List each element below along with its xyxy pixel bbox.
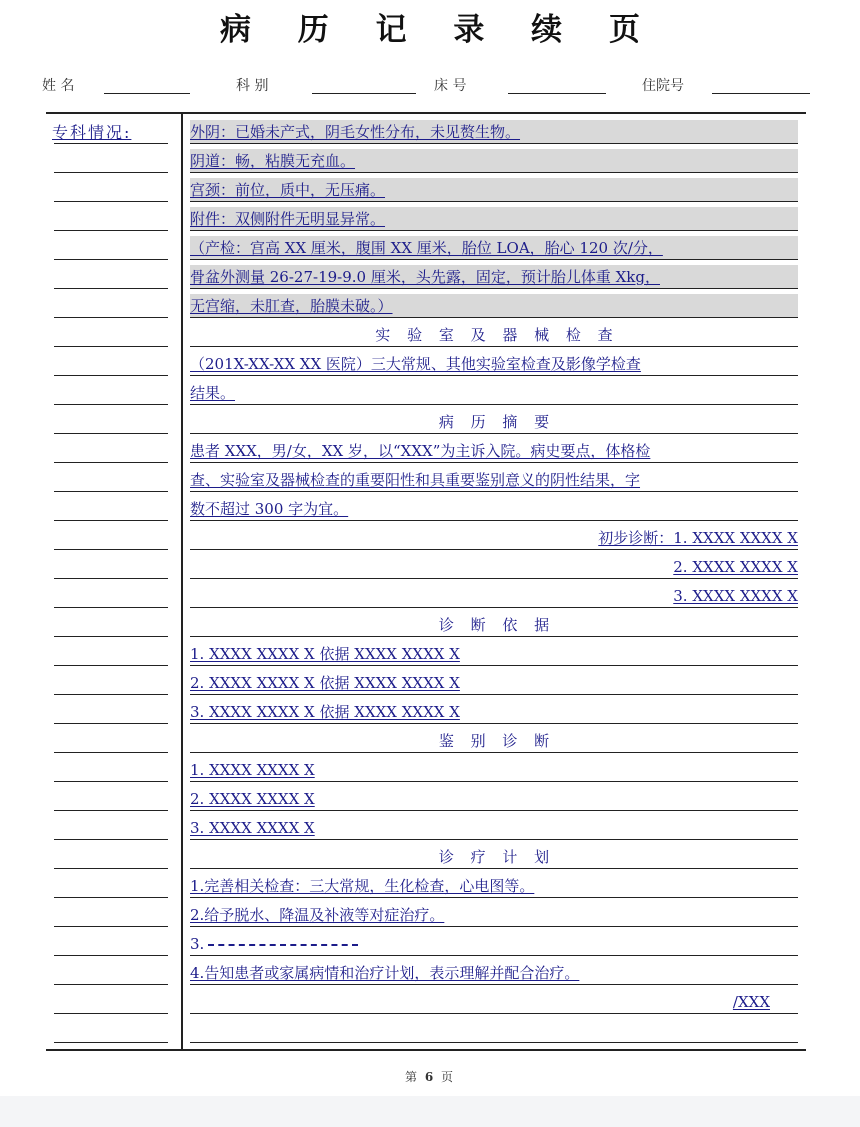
row-3: 宫颈：前位，质中，无压痛。 [190, 178, 798, 202]
left-rule-line [54, 723, 168, 724]
section-heading-differential: 鉴 别 诊 断 [190, 729, 798, 753]
left-rule-line [54, 694, 168, 695]
row-basis-3: 3. XXXX XXXX X 依据 XXXX XXXX X [190, 700, 798, 724]
patient-header [0, 75, 860, 99]
top-rule [46, 112, 806, 114]
left-rule-line [54, 897, 168, 898]
dept-field[interactable] [312, 93, 416, 94]
left-rule-line [54, 926, 168, 927]
left-rule-line [54, 578, 168, 579]
left-rule-line [54, 549, 168, 550]
left-rule-line [54, 955, 168, 956]
row-basis-2: 2. XXXX XXXX X 依据 XXXX XXXX X [190, 671, 798, 695]
admission-label: 住院号 [642, 78, 684, 94]
row-basis-1: 1. XXXX XXXX X 依据 XXXX XXXX X [190, 642, 798, 666]
section-heading-basis: 诊 断 依 据 [190, 613, 798, 637]
name-label: 姓 名 [42, 78, 75, 94]
bed-field[interactable] [508, 93, 606, 94]
section-heading-summary: 病 历 摘 要 [190, 410, 798, 434]
section-heading-lab: 实 验 室 及 器 械 检 查 [190, 323, 798, 347]
row-summary-2: 查、实验室及器械检查的重要阳性和具重要鉴别意义的阴性结果，字 [190, 468, 798, 492]
left-rule-line [54, 607, 168, 608]
specialty-label: 专科情况: [52, 123, 132, 142]
name-field[interactable] [104, 93, 190, 94]
section-heading-plan: 诊 疗 计 划 [190, 845, 798, 869]
left-rule-line [54, 259, 168, 260]
left-rule-line [54, 491, 168, 492]
left-rule-line [54, 636, 168, 637]
left-rule-line [54, 433, 168, 434]
row-4: 附件：双侧附件无明显异常。 [190, 207, 798, 231]
row-6: 骨盆外测量 26-27-19-9.0 厘米，头先露，固定，预计胎儿体重 Xkg， [190, 265, 798, 289]
left-rule-line [54, 404, 168, 405]
left-rule-line [54, 1042, 168, 1043]
row-plan-2: 2.给予脱水、降温及补液等对症治疗。 [190, 903, 798, 927]
left-rule-line [54, 462, 168, 463]
left-rule-line [54, 984, 168, 985]
left-rule-line [54, 172, 168, 173]
row-plan-1: 1.完善相关检查：三大常规，生化检查，心电图等。 [190, 874, 798, 898]
page-number: 6 [424, 1070, 436, 1084]
left-rule-line [54, 201, 168, 202]
placeholder-dashes [208, 944, 358, 946]
row-2: 阴道：畅，粘膜无充血。 [190, 149, 798, 173]
left-rule-line [54, 868, 168, 869]
left-rule-line [54, 375, 168, 376]
row-plan-3: 3. [190, 932, 798, 956]
left-rule-line [54, 520, 168, 521]
row-7: 无宫缩，未肛查，胎膜未破。） [190, 294, 798, 318]
row-lab-2: 结果。 [190, 381, 798, 405]
left-rule-line [54, 810, 168, 811]
row-diff-3: 3. XXXX XXXX X [190, 816, 798, 840]
left-rule-line [54, 288, 168, 289]
footer-suffix: 页 [441, 1070, 456, 1084]
bottom-rule [46, 1049, 806, 1051]
column-divider [181, 114, 183, 1049]
left-rule-line [54, 143, 168, 144]
row-blank-last [190, 1019, 798, 1043]
left-rule-line [54, 317, 168, 318]
row-diff-2: 2. XXXX XXXX X [190, 787, 798, 811]
row-summary-1: 患者 XXX，男/女，XX 岁，以“XXX”为主诉入院。病史要点，体格检 [190, 439, 798, 463]
admission-field[interactable] [712, 93, 810, 94]
page-footer [0, 1068, 860, 1085]
left-rule-line [54, 752, 168, 753]
row-lab-1: （201X-XX-XX XX 医院）三大常规、其他实验室检查及影像学检查 [190, 352, 798, 376]
viewer-bottom-band [0, 1096, 860, 1127]
row-prelim-dx-1: 初步诊断：1. XXXX XXXX X [190, 526, 798, 550]
left-rule-line [54, 1013, 168, 1014]
dept-label: 科 别 [236, 78, 269, 94]
left-rule-line [54, 230, 168, 231]
left-rule-line [54, 839, 168, 840]
left-rule-line [54, 781, 168, 782]
row-signature: /XXX [190, 990, 798, 1014]
row-prelim-dx-3: 3. XXXX XXXX X [190, 584, 798, 608]
footer-prefix: 第 [404, 1070, 419, 1084]
row-diff-1: 1. XXXX XXXX X [190, 758, 798, 782]
left-rule-line [54, 346, 168, 347]
document-title: 病 历 记 录 续 页 [220, 12, 658, 48]
row-prelim-dx-2: 2. XXXX XXXX X [190, 555, 798, 579]
row-summary-3: 数不超过 300 字为宜。 [190, 497, 798, 521]
left-rule-line [54, 665, 168, 666]
row-plan-4: 4.告知患者或家属病情和治疗计划，表示理解并配合治疗。 [190, 961, 798, 985]
row-1: 外阴：已婚未产式，阴毛女性分布，未见赘生物。 [190, 120, 798, 144]
bed-label: 床 号 [434, 78, 467, 94]
row-5: （产检：宫高 XX 厘米，腹围 XX 厘米，胎位 LOA，胎心 120 次/分， [190, 236, 798, 260]
